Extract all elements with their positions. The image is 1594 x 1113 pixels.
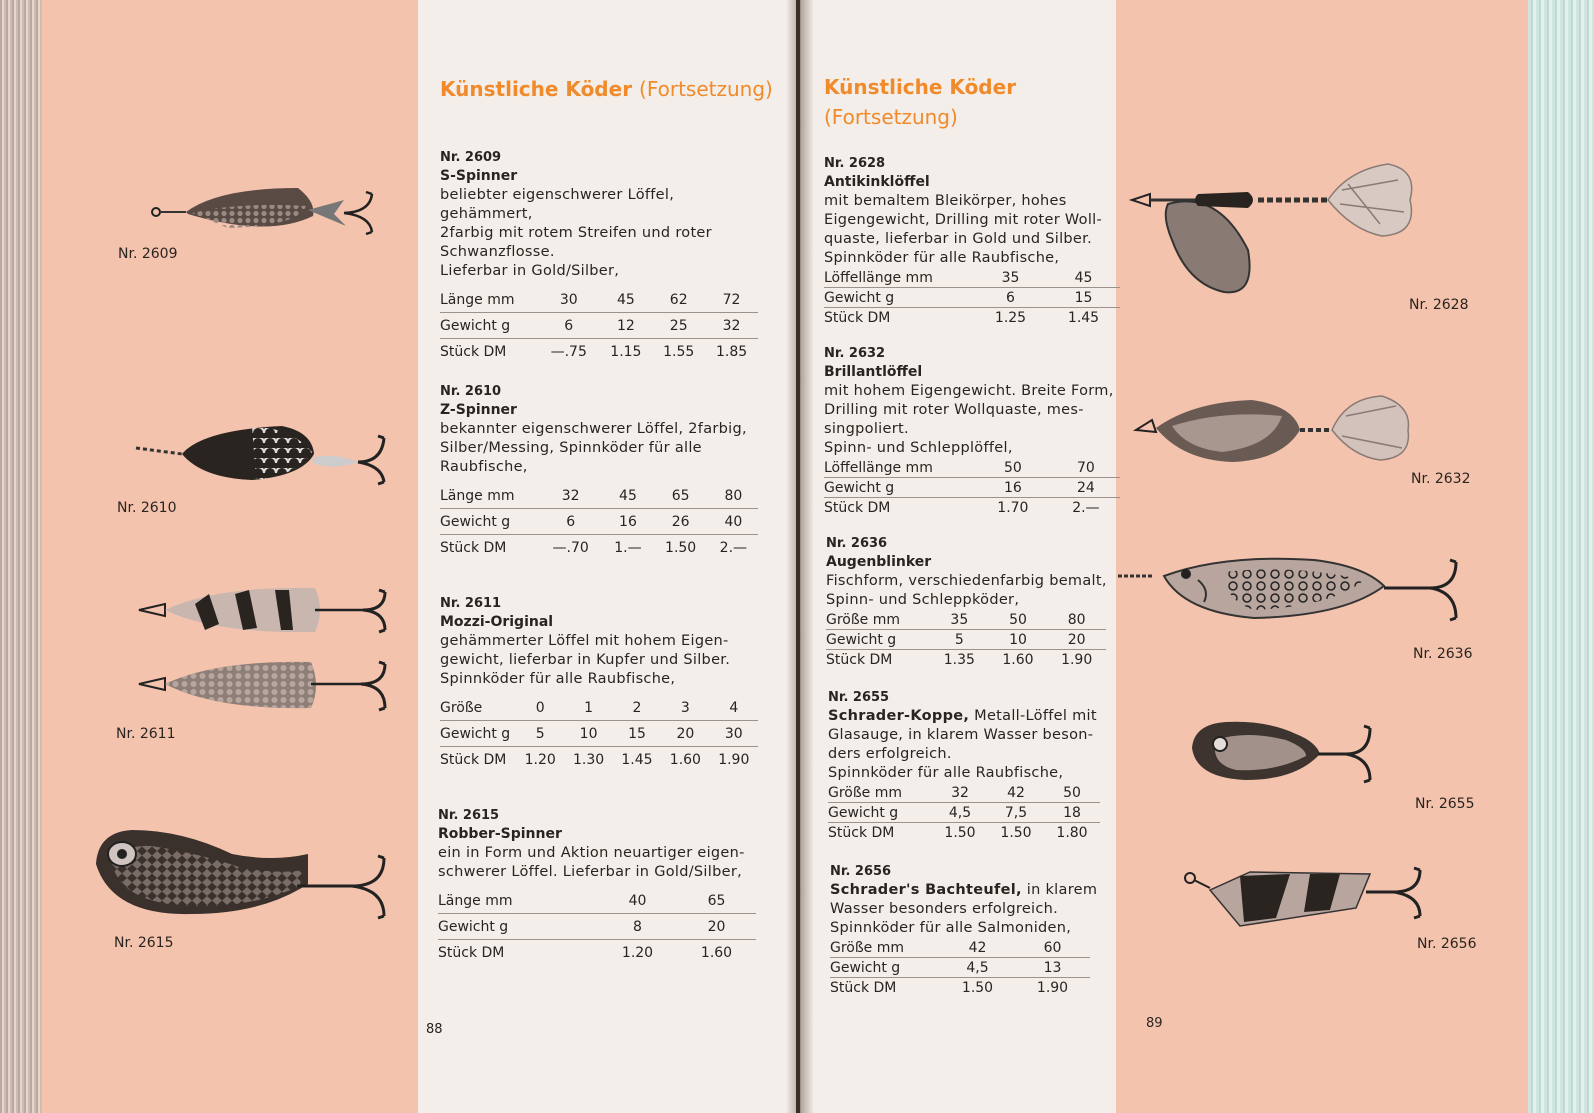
- item-2636: [826, 534, 1116, 669]
- table-row: Gewicht g 4,5 7,5 18: [828, 803, 1100, 823]
- lure-2655-image: [1186, 714, 1376, 786]
- caption-2628: Nr. 2628: [1409, 297, 1469, 313]
- table-row: Stück DM 1.20 1.60: [438, 944, 733, 961]
- item-name: Mozzi-Original: [440, 614, 554, 630]
- left-heading-main: Künstliche Köder: [440, 77, 633, 101]
- lure-2628-image: [1128, 160, 1428, 310]
- table-row: Größe mm 42 60: [830, 938, 1090, 958]
- caption-2656: Nr. 2656: [1417, 936, 1477, 952]
- item-description: ein in Form und Aktion neuartiger eigen- schwerer Löffel. Lieferbar in Gold/Silber,: [438, 845, 745, 880]
- page-edges-right: [1528, 0, 1594, 1113]
- table-row: Stück DM —.70 1.— 1.50 2.—: [440, 539, 748, 556]
- lure-2611-hammered-image: [135, 656, 395, 716]
- table-row: Löffellänge mm 50 70: [824, 458, 1120, 478]
- item-description: mit bemaltem Bleikörper, hohes Eigengewicht, Drilling mit roter Woll- quaste, lieferbar in Gold und Silber. Spinnköder für alle Raubfische,: [824, 193, 1103, 266]
- right-heading-sub: (Fortsetzung): [824, 105, 958, 129]
- table-row: Stück DM —.75 1.15 1.55 1.85: [440, 343, 748, 360]
- table-row: Gewicht g 6 16 26 40: [440, 509, 758, 535]
- table-row: Stück DM 1.35 1.60 1.90: [826, 651, 1093, 668]
- table-row: Gewicht g 6 12 25 32: [440, 313, 758, 339]
- item-2655: [828, 688, 1118, 842]
- item-description: beliebter eigenschwerer Löffel, gehämmert, 2farbig mit rotem Streifen und roter Schwanzflosse. Lieferbar in Gold/Silber,: [440, 187, 712, 279]
- table-row: Stück DM 1.25 1.45: [824, 309, 1100, 326]
- item-number: Nr. 2615: [438, 808, 500, 823]
- right-heading-main: Künstliche Köder: [824, 75, 1017, 99]
- page-edges-left: [0, 0, 42, 1113]
- item-name: S-Spinner: [440, 168, 518, 184]
- price-table: [824, 458, 1120, 517]
- item-2615: [438, 806, 756, 965]
- table-row: Gewicht g 5 10 20: [826, 630, 1106, 650]
- lure-2656-image: [1180, 864, 1430, 934]
- table-row: Länge mm 30 45 62 72: [440, 287, 758, 313]
- price-table: [440, 695, 758, 772]
- item-number: Nr. 2609: [440, 150, 502, 165]
- table-row: Gewicht g 16 24: [824, 478, 1120, 498]
- lure-2615-image: [92, 824, 392, 924]
- price-table: [828, 783, 1100, 842]
- table-row: Stück DM 1.50 1.50 1.80: [828, 824, 1088, 841]
- item-name: Brillantlöffel: [824, 364, 923, 380]
- table-row: Gewicht g 4,5 13: [830, 958, 1090, 978]
- item-name: Antikinklöffel: [824, 174, 930, 190]
- item-number: Nr. 2656: [830, 864, 892, 879]
- item-name: Augenblinker: [826, 554, 932, 570]
- price-table: [824, 268, 1120, 327]
- item-description: Fischform, verschiedenfarbig bemalt, Spinn- und Schleppköder,: [826, 573, 1107, 608]
- lure-2636-image: [1114, 556, 1464, 628]
- price-table: [438, 888, 756, 965]
- price-table: [440, 287, 758, 364]
- table-row: Länge mm 40 65: [438, 888, 756, 914]
- table-row: Länge mm 32 45 65 80: [440, 483, 758, 509]
- page-number-left: 88: [426, 1022, 443, 1037]
- caption-2611: Nr. 2611: [116, 726, 176, 742]
- book-gutter: [786, 0, 814, 1113]
- item-2656: [830, 862, 1116, 997]
- item-2609: [440, 148, 758, 364]
- table-row: Größe 0 1 2 3 4: [440, 695, 758, 721]
- lure-2611-striped-image: [135, 584, 395, 636]
- table-row: Gewicht g 8 20: [438, 914, 756, 940]
- caption-2615: Nr. 2615: [114, 935, 174, 951]
- item-name-line: Schrader's Bachteufel, in klarem: [830, 882, 1098, 898]
- item-number: Nr. 2628: [824, 156, 886, 171]
- item-description: Wasser besonders erfolgreich. Spinnköder für alle Salmoniden,: [830, 901, 1072, 936]
- table-row: Größe mm 35 50 80: [826, 610, 1106, 630]
- item-name-line: Schrader-Koppe, Metall-Löffel mit: [828, 708, 1097, 724]
- lure-2632-image: [1132, 390, 1422, 470]
- left-heading: [440, 74, 773, 104]
- price-table: [440, 483, 758, 560]
- lure-2609-image: [148, 182, 388, 242]
- page-number-right: 89: [1146, 1016, 1163, 1031]
- item-number: Nr. 2655: [828, 690, 890, 705]
- item-name: Z-Spinner: [440, 402, 517, 418]
- item-description: bekannter eigenschwerer Löffel, 2farbig, Silber/Messing, Spinnköder für alle Raubfische,: [440, 421, 747, 475]
- caption-2632: Nr. 2632: [1411, 471, 1471, 487]
- item-number: Nr. 2636: [826, 536, 888, 551]
- item-2628: [824, 154, 1120, 327]
- item-description: Glasauge, in klarem Wasser beson- ders erfolgreich. Spinnköder für alle Raubfische,: [828, 727, 1094, 781]
- item-number: Nr. 2611: [440, 596, 502, 611]
- table-row: Stück DM 1.50 1.90: [830, 979, 1069, 996]
- item-name: Robber-Spinner: [438, 826, 562, 842]
- left-heading-sub: (Fortsetzung): [639, 77, 773, 101]
- price-table: [830, 938, 1090, 997]
- left-image-panel: [42, 0, 418, 1113]
- item-2611: [440, 594, 758, 772]
- table-row: Stück DM 1.20 1.30 1.45 1.60 1.90: [440, 751, 750, 768]
- table-row: Größe mm 32 42 50: [828, 783, 1100, 803]
- lure-2610-image: [132, 418, 394, 488]
- item-description: gehämmerter Löffel mit hohem Eigen- gewicht, lieferbar in Kupfer und Silber. Spinnköder für alle Raubfische,: [440, 633, 731, 687]
- item-name: Schrader-Koppe,: [828, 708, 970, 724]
- table-row: Gewicht g 5 10 15 20 30: [440, 721, 758, 747]
- caption-2655: Nr. 2655: [1415, 796, 1475, 812]
- item-2610: [440, 382, 758, 560]
- table-row: Stück DM 1.70 2.—: [824, 499, 1100, 516]
- right-heading: [824, 72, 1016, 132]
- item-2632: [824, 344, 1120, 517]
- table-row: Gewicht g 6 15: [824, 288, 1120, 308]
- table-row: Löffellänge mm 35 45: [824, 268, 1120, 288]
- item-number: Nr. 2632: [824, 346, 886, 361]
- item-description: mit hohem Eigengewicht. Breite Form, Drilling mit roter Wollquaste, mes- singpoliert. Spinn- und Schlepplöffel,: [824, 383, 1114, 456]
- caption-2610: Nr. 2610: [117, 500, 177, 516]
- item-number: Nr. 2610: [440, 384, 502, 399]
- caption-2609: Nr. 2609: [118, 246, 178, 262]
- item-name: Schrader's Bachteufel,: [830, 882, 1022, 898]
- price-table: [826, 610, 1106, 669]
- caption-2636: Nr. 2636: [1413, 646, 1473, 662]
